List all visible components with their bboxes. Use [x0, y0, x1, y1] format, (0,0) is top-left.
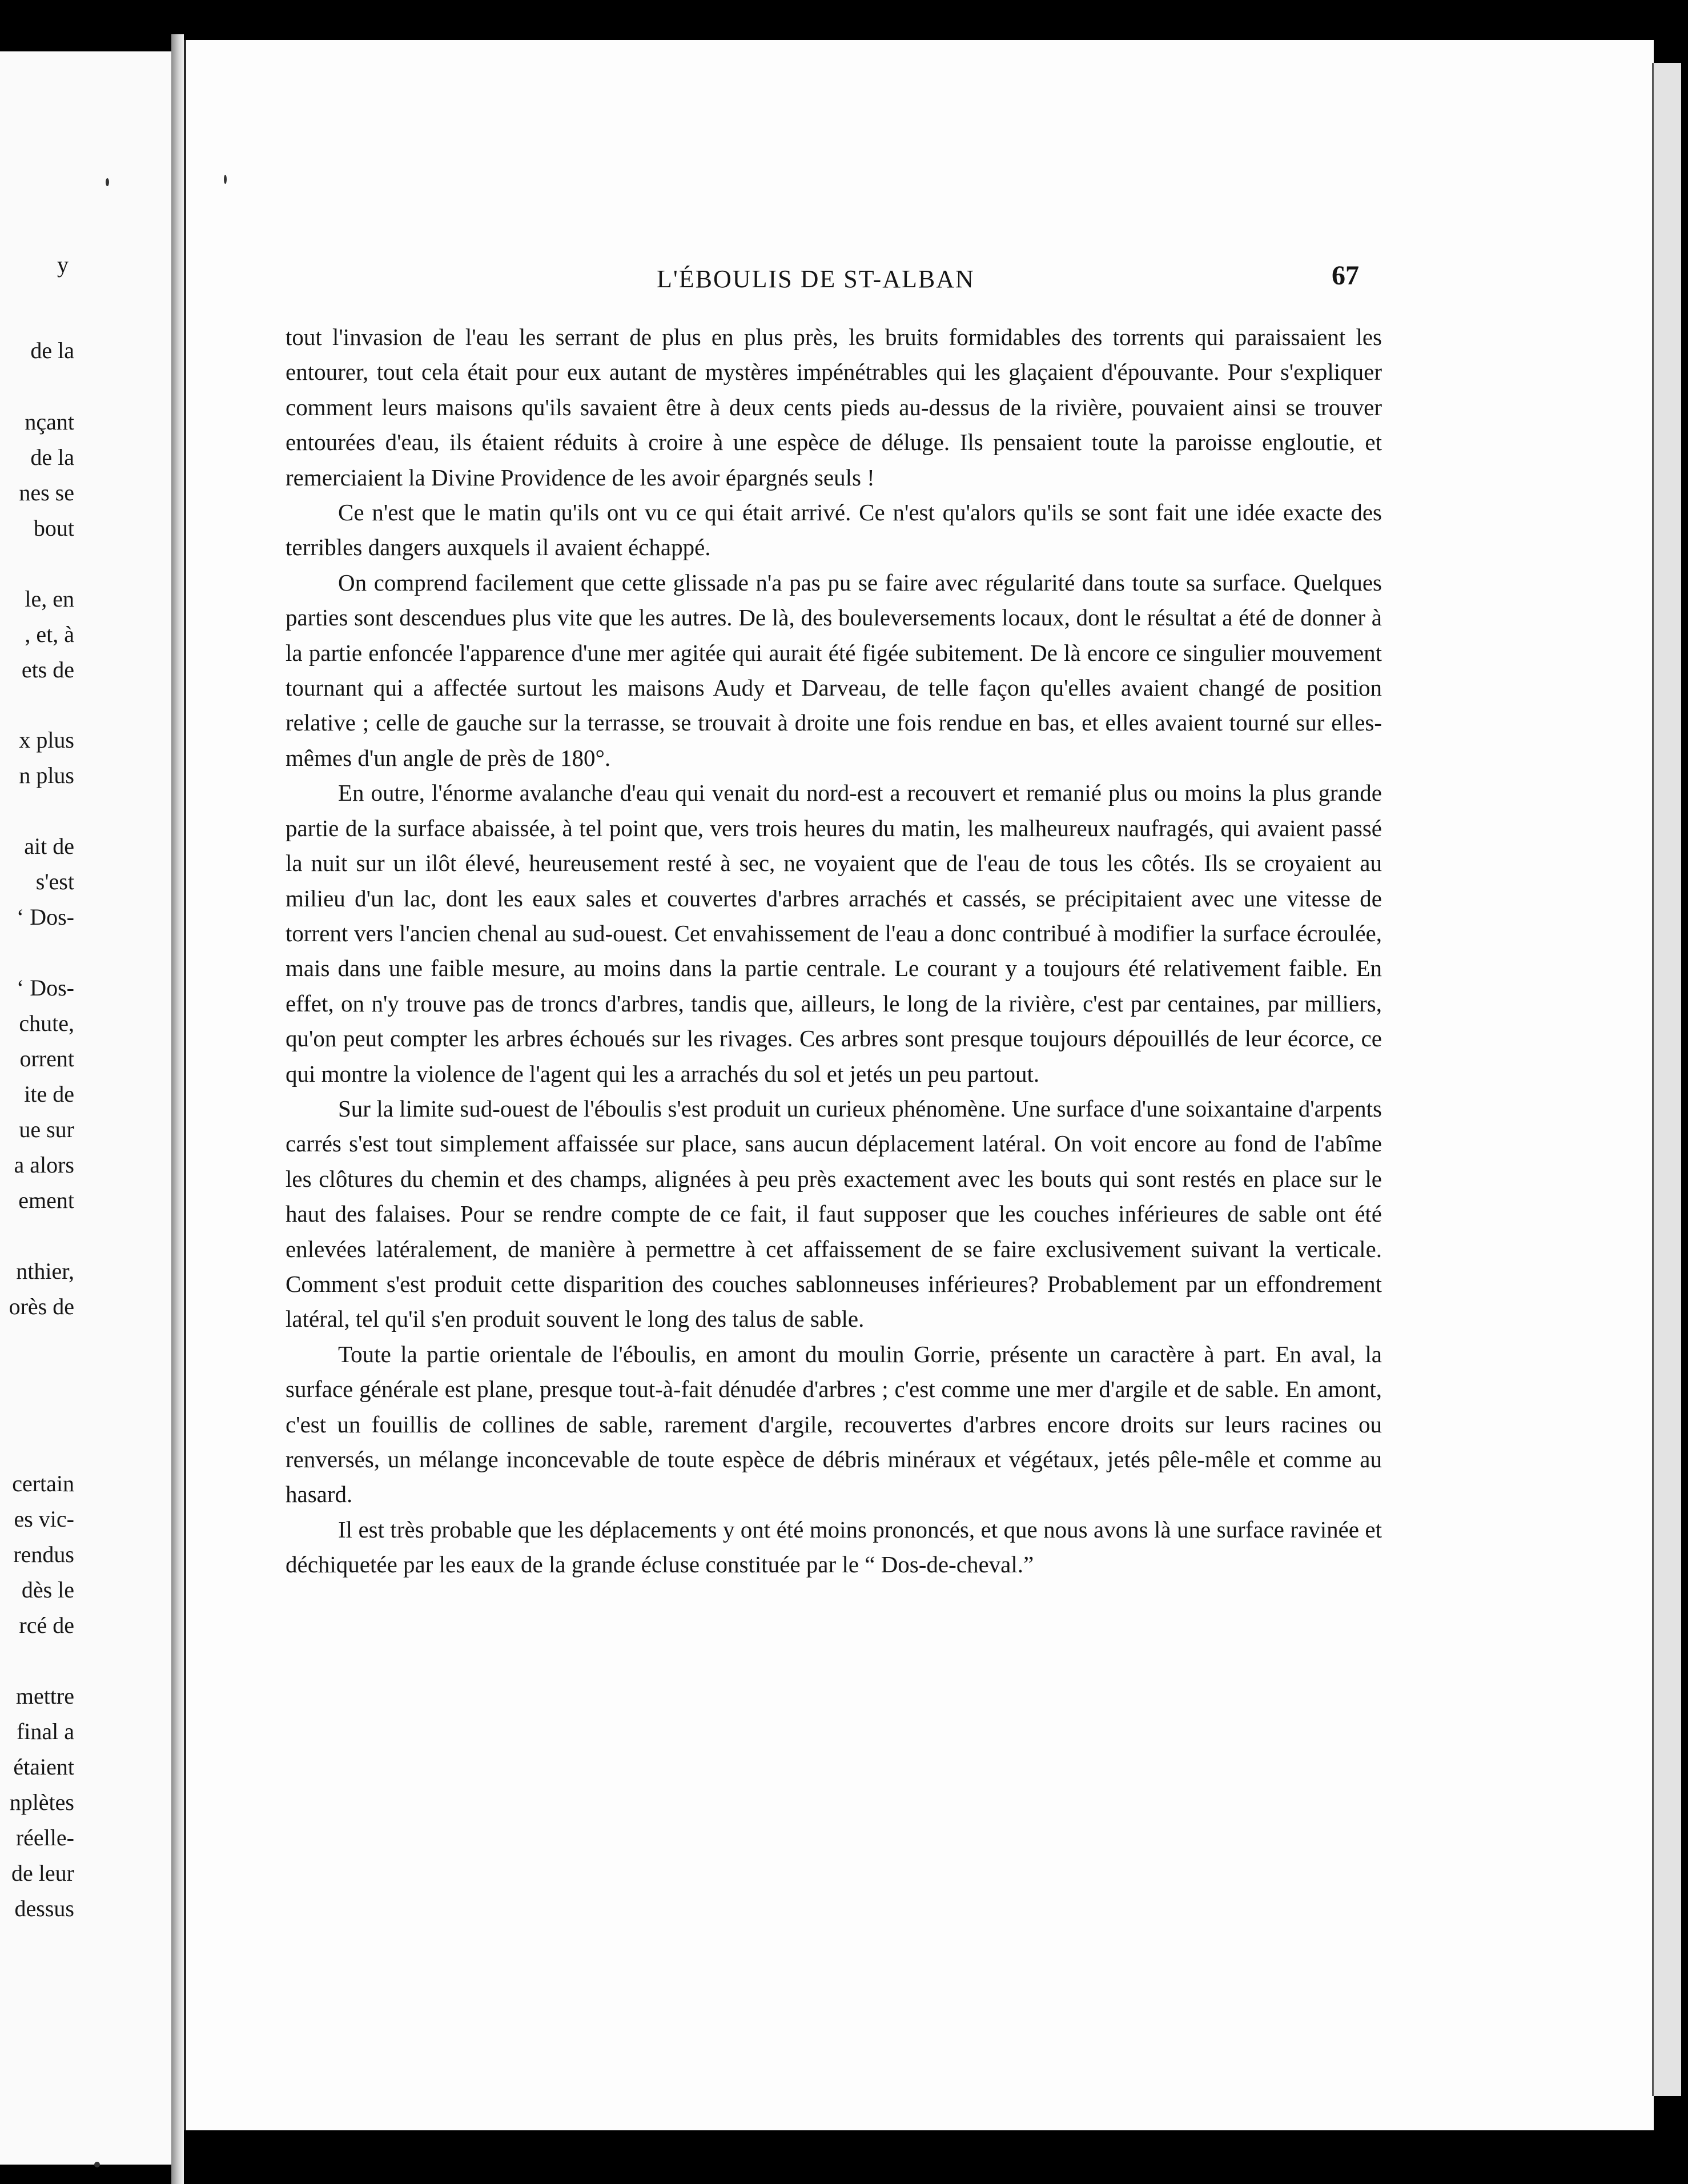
left-fragment: étaient — [13, 1754, 74, 1780]
left-fragment: x plus — [19, 727, 74, 753]
left-fragment: y — [57, 252, 69, 278]
paragraph: tout l'invasion de l'eau les serrant de plus en plus près, les bruits formidables des torrents qui paraissaient les entourer, tout cela était pour eux autant de mystères impénétrables qui les glaçaient d'épouvante. Pour s'expliquer comment leurs maisons qu'ils savaient être à deux cents pieds au-dessus de la rivière, pouvaient ainsi se trouver entourées d'eau, ils étaient réduits à croire à une espèce de déluge. Ils pensaient toute la paroisse engloutie, et remerciaient la Divine Providence de les avoir épargnés seuls ! — [286, 324, 1382, 491]
left-fragment: rendus — [13, 1541, 74, 1567]
paragraph: Il est très probable que les déplacements y ont été moins prononcés, et que nous avons là une surface ravinée et déchiquetée par les eaux de la grande écluse constituée par le “ Dos-de-cheval.” — [286, 1516, 1382, 1578]
left-fragment: ‘ Dos- — [16, 975, 74, 1001]
left-fragment: ait de — [24, 833, 74, 859]
left-fragment: ‘ Dos- — [16, 904, 74, 930]
left-fragment: dès le — [21, 1577, 74, 1603]
left-fragment: nplètes — [9, 1789, 74, 1815]
left-fragment: ement — [18, 1187, 74, 1213]
paragraph: Ce n'est que le matin qu'ils ont vu ce qui était arrivé. Ce n'est qu'alors qu'ils se sont fait une idée exacte des terribles dangers auxquels il avaient échappé. — [286, 499, 1382, 561]
left-fragment: nçant — [25, 409, 74, 435]
left-fragment: orès de — [9, 1294, 74, 1319]
left-fragment: final a — [16, 1719, 74, 1744]
left-fragment: mettre — [15, 1683, 74, 1709]
book-gutter — [171, 34, 184, 2184]
left-fragment: le, en — [25, 586, 74, 612]
left-fragment: a alors — [14, 1152, 74, 1178]
left-fragment: réelle- — [15, 1825, 74, 1850]
left-fragment: nthier, — [16, 1258, 74, 1284]
left-fragment: bout — [33, 515, 74, 541]
running-head: L'ÉBOULIS DE ST-ALBAN — [657, 265, 975, 293]
paragraph: En outre, l'énorme avalanche d'eau qui venait du nord-est a recouvert et remanié plus ou moins la plus grande partie de la surface abaissée, à tel point que, vers trois heures du matin, les malheureux naufragés, qui avaient passé la nuit sur un ilôt élevé, heureusement resté à sec, ne voyaient que de l'eau de tous les côtés. Ils se croyaient au milieu d'un lac, dont les eaux sales et couvertes d'arbres arrachés et cassés, se précipitaient avec une vitesse de torrent vers l'ancien chenal au sud-ouest. Cet envahissement de l'eau a donc contribué à modifier la surface écroulée, mais dans une faible mesure, au moins dans la partie centrale. Le courant y a toujours été relativement faible. En effet, on n'y trouve pas de troncs d'arbres, tandis que, ailleurs, le long de la rivière, c'est par centaines, par milliers, qu'on peut compter les arbres échoués sur les rivages. Ces arbres sont presque toujours dépouillés de leur écorce, ce qui montre la violence de l'agent qui les a arrachés du sol et jetés un peu partout. — [286, 780, 1382, 1087]
left-fragment: rcé de — [19, 1612, 74, 1638]
left-fragment: n plus — [19, 762, 74, 788]
paragraph: On comprend facilement que cette glissade n'a pas pu se faire avec régularité dans toute sa surface. Quelques parties sont descendues plus vite que les autres. De là, des bouleversements locaux, dont le résultat a été de donner à la partie enfoncée l'apparence d'une mer agitée qui aurait été figée subitement. De là encore ce singulier mouvement tournant qui a affectée surtout les maisons Audy et Darveau, de telle façon qu'elles avaient changé de position relative ; celle de gauche sur la terrasse, se trouvait à droite une fois rendue en bas, et elles avaient tourné sur elles-mêmes d'un angle de près de 180°. — [286, 569, 1382, 771]
left-fragment: certain — [12, 1471, 74, 1496]
left-fragment: de leur — [11, 1860, 74, 1886]
paragraph: Toute la partie orientale de l'éboulis, en amont du moulin Gorrie, présente un caractère à part. En aval, la surface générale est plane, presque tout-à-fait dénudée d'arbres ; c'est comme une mer d'argile et de sable. En amont, c'est un fouillis de collines de sable, rarement d'argile, recouvertes d'arbres encore droits sur leurs racines ou renversés, un mélange inconcevable de toute espèce de débris minéraux et végétaux, jetés pêle-mêle et comme au hasard. — [286, 1340, 1382, 1508]
paragraph: Sur la limite sud-ouest de l'éboulis s'est produit un curieux phénomène. Une surface d'une soixantaine d'arpents carrés s'est tout simplement affaissée sur place, sans aucun déplacement latéral. On voit encore au fond de l'abîme les clôtures du chemin et des champs, alignées à peu près exactement avec les bouts qui sont restés en place sur le haut des falaises. Pour se rendre compte de ce fait, il faut supposer que les couches inférieures de sable ont été enlevées latéralement, de manière à permettre à cet affaissement de se faire exclusivement suivant la verticale. Comment s'est produit cette disparition des couches sablonneuses inférieures? Probablement par un effondrement latéral, tel qu'il s'en produit souvent le long des talus de sable. — [286, 1095, 1382, 1332]
left-fragment: dessus — [14, 1896, 74, 1921]
left-fragment: chute, — [19, 1010, 74, 1036]
left-fragment: , et, à — [25, 621, 74, 647]
left-fragment: s'est — [35, 869, 74, 894]
left-fragment: ue sur — [19, 1117, 74, 1142]
left-fragment: de la — [30, 338, 74, 363]
left-fragment: es vic- — [14, 1506, 74, 1532]
left-fragment: de la — [30, 444, 74, 470]
left-fragment: nes se — [19, 480, 74, 505]
left-fragment: orrent — [19, 1046, 74, 1071]
body-text — [286, 320, 1382, 1583]
left-fragment: ets de — [21, 657, 74, 682]
page-number: 67 — [1332, 260, 1359, 291]
left-fragment: ite de — [24, 1081, 74, 1107]
left-page-text-fragments — [0, 0, 171, 2184]
